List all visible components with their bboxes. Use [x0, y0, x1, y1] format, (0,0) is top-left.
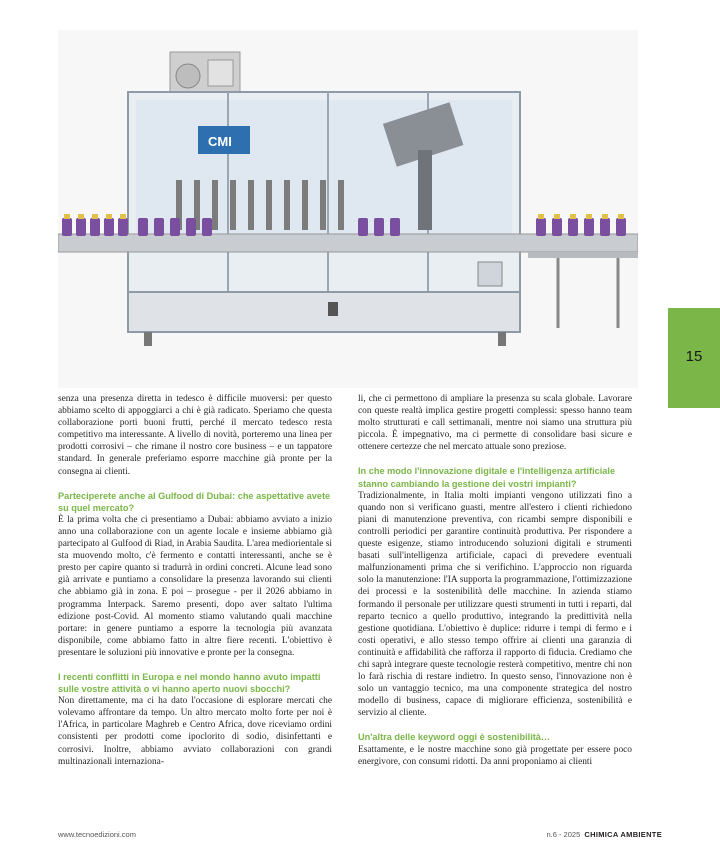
- paragraph: senza una presenza diretta in tedesco è difficile muoversi: per questo abbiamo scelto di appoggiarci a chi è già radicato. Speriamo che questa collaborazione porti buoni frutti, perché il mercato tedesco resta competitivo ma interessante. A livello di novità, porteremo una linea per prodotti corrosivi – che rimane il nostro core business – e un tappatore standard. In generale preferiamo esporre macchine già pronte per la consegna ai clienti.: [58, 394, 332, 477]
- paragraph: Tradizionalmente, in Italia molti impianti vengono utilizzati fino a quando non si verificano guasti, mentre all'estero i clienti richiedono piani di manutenzione preventiva, con ricambi sempre disponibili e controlli periodici per garantire continuità produttiva. Per rispondere a queste esigenze, stiamo introducendo soluzioni digitali e strumenti basati sull'intelligenza artificiale, capaci di prevedere eventuali malfunzionamenti prima che si verifichino. L'approccio non riguarda solo la manutenzione: l'IA supporta la programmazione, l'ottimizzazione dei processi e la sostenibilità delle macchine. In azienda stiamo formando il personale per utilizzare questi strumenti in tutti i reparti, dal reparto tecnico a quello produttivo, integrando la predittività nella gestione quotidiana. L'obiettivo è duplice: ridurre i tempi di fermo e i costi operativi, e allo stesso tempo offrire ai clienti una garanzia di continuità e affidabilità che rafforza il rapporto di fiducia. Crediamo che chi saprà integrare queste tecnologie resterà competitivo, mentre chi non lo farà rischia di restare indietro. In questo senso, l'innovazione non è solo un vantaggio tecnico, ma una componente strategica del nostro modello di business, capace di migliorare efficienza, sostenibilità e servizio al cliente.: [358, 490, 632, 719]
- interview-question: Un'altra delle keyword oggi è sostenibilità…: [358, 732, 551, 743]
- brand-logo: CMI: [208, 134, 232, 149]
- interview-question: In che modo l'innovazione digitale e l'intelligenza artificiale stanno cambiando la gestione dei vostri impianti?: [358, 466, 616, 489]
- issue-number: n.6 - 2025: [546, 830, 581, 839]
- machine-photo: [58, 30, 638, 388]
- interview-question: I recenti conflitti in Europa e nel mondo hanno avuto impatti sulle vostre attività o vi hanno aperto nuovi sbocchi?: [58, 671, 321, 695]
- page-number: 15: [685, 348, 703, 365]
- article-column-left: [58, 393, 332, 768]
- paragraph: li, che ci permettono di ampliare la presenza su scala globale. Lavorare con queste realtà implica gestire progetti complessi: spesso hanno team molto strutturati e call settimanali, mentre noi siamo una struttura più piccola. È impegnativo, ma ci permette di consolidare basi sicure e ottenere certezze che nel mercato attuale sono preziose.: [358, 394, 632, 453]
- footer-website[interactable]: www.tecnoedizioni.com: [58, 830, 136, 839]
- page-number-tab: [668, 308, 720, 408]
- paragraph: Esattamente, e le nostre macchine sono già progettate per essere poco energivore, con consumi ridotti. Da anni proponiamo ai clienti: [358, 744, 632, 767]
- paragraph: È la prima volta che ci presentiamo a Dubai: abbiamo avviato a inizio anno una collaborazione con un agente locale e insieme abbiamo già partecipato al Gulfood di Riad, in Arabia Saudita. L'area mediorientale si sta muovendo molto, c'è fermento e contatti interessanti, anche se è presto per capire quanto si tradurrà in ordini concreti. Alcune lead sono già arrivate e puntiamo a consolidare la presenza lavorando sui clienti che abbiamo già in zona. E poi – prosegue - per il 2026 abbiamo in programma Interpack. Saremo presenti, dopo aver saltato l'ultima edizione post-Covid. Al momento stiamo valutando quali macchine portare: in genere puntiamo a esporre la tecnologia più avanzata disponibile, come abbiamo fatto in altre fiere recenti. L'obiettivo è presentare le soluzioni più innovative e pronte per la consegna.: [58, 514, 332, 658]
- paragraph: Non direttamente, ma ci ha dato l'occasione di esplorare mercati che volevamo affrontare da tempo. Un altro mercato molto forte per noi è l'Africa, in particolare Maghreb e Centro Africa, dove riceviamo ordini consistenti per prodotti come ipoclorito di sodio, disinfettanti e corrosivi. Inoltre, abbiamo avviato collaborazioni con grandi multinazionali internaziona-: [58, 696, 332, 767]
- footer-issue: [546, 830, 662, 839]
- interview-question: Parteciperete anche al Gulfood di Dubai: che aspettative avete su quel mercato?: [58, 490, 331, 513]
- magazine-name: CHIMICA AMBIENTE: [584, 830, 662, 839]
- article-column-right: [358, 393, 632, 768]
